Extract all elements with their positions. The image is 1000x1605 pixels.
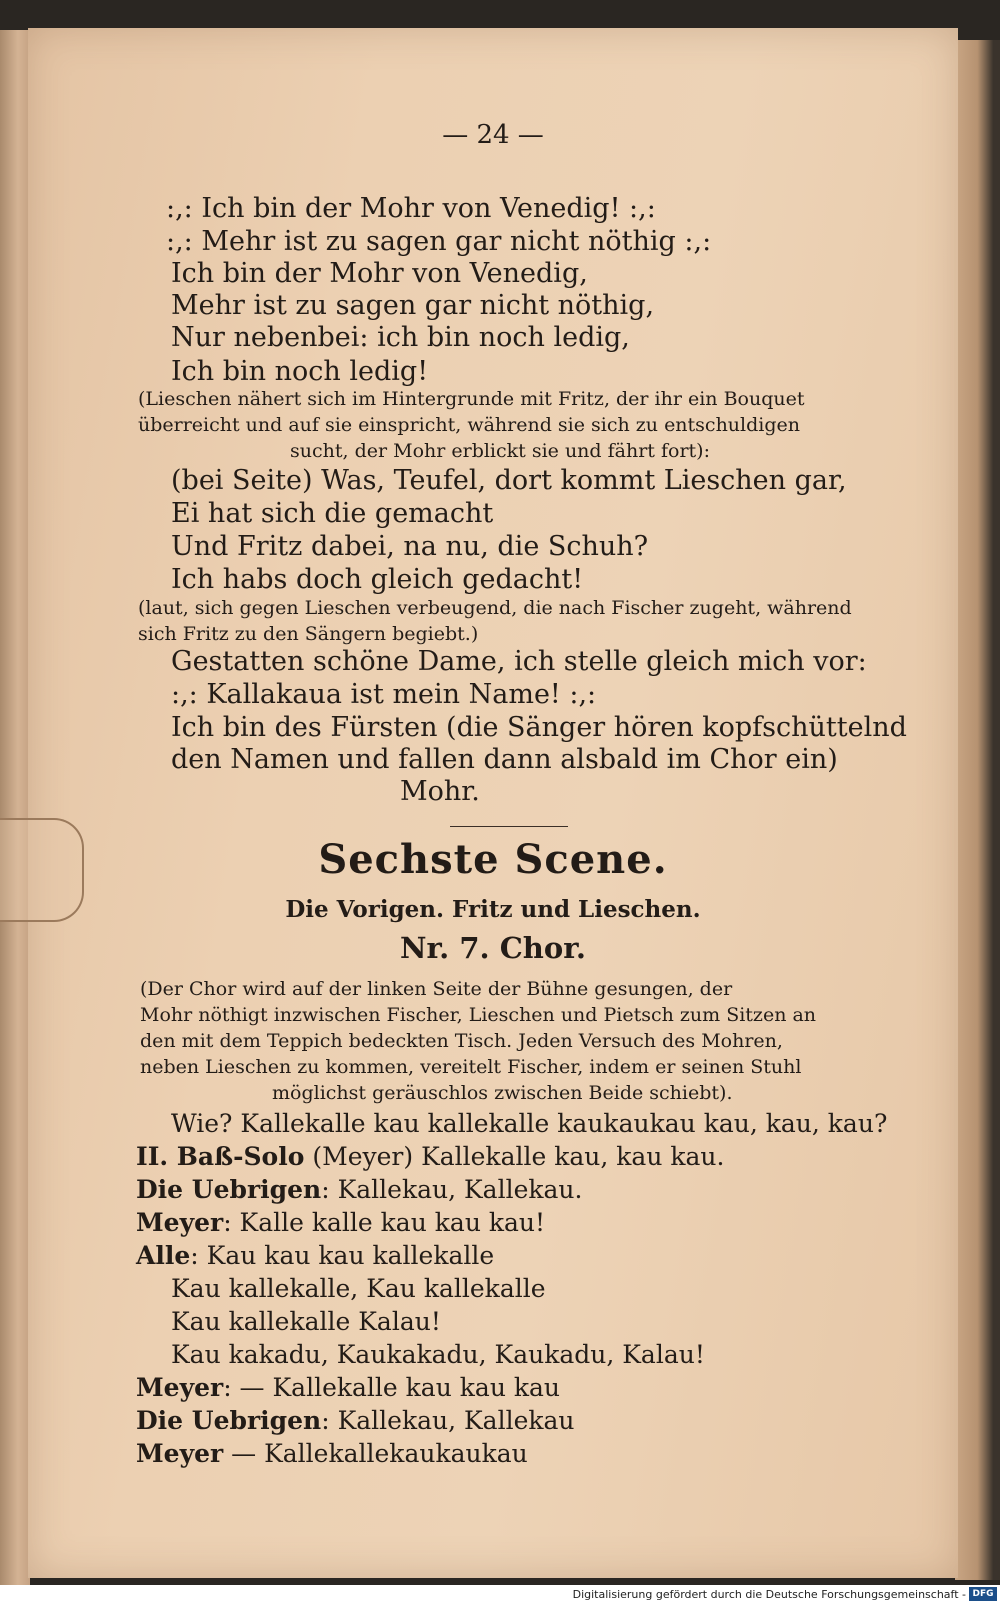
verse-line: den Namen und fallen dann alsbald im Chor ein) (171, 744, 838, 775)
chorus-text: : Kalle kalle kau kau kau! (223, 1208, 546, 1237)
verse-line: :,: Mehr ist zu sagen gar nicht nöthig :,: (166, 226, 712, 257)
chorus-line (136, 1405, 575, 1437)
verse-line: Ich bin des Fürsten (die Sänger hören kopfschüttelnd (171, 712, 907, 743)
speaker-label: Meyer (136, 1208, 224, 1237)
chorus-text: Kau kallekalle Kalau! (171, 1307, 441, 1336)
number-title: Nr. 7. Chor. (400, 931, 586, 965)
chorus-line (171, 1108, 887, 1140)
verse-line: Nur nebenbei: ich bin noch ledig, (171, 322, 630, 353)
stage-direction-line: neben Lieschen zu kommen, vereitelt Fischer, indem er seinen Stuhl (140, 1056, 802, 1078)
verse-line: Und Fritz dabei, na nu, die Schuh? (171, 531, 649, 562)
scene-title: Sechste Scene. (318, 836, 668, 883)
chorus-text: : Kallekau, Kallekau. (321, 1175, 583, 1204)
chorus-line (136, 1372, 560, 1404)
stage-direction-line: (Lieschen nähert sich im Hintergrunde mit Fritz, der ihr ein Bouquet (138, 388, 805, 410)
book-right-edge (955, 40, 1000, 1580)
verse-line: Mohr. (400, 776, 480, 807)
stage-direction-line: möglichst geräuschlos zwischen Beide schiebt). (272, 1082, 733, 1104)
chorus-text: Wie? Kallekalle kau kallekalle kaukaukau kau, kau, kau? (171, 1109, 888, 1138)
page-content (28, 28, 958, 1578)
chorus-text: — Kallekallekaukaukau (223, 1439, 528, 1468)
chorus-text: : — Kallekalle kau kau kau (223, 1373, 561, 1402)
stage-direction-line: sucht, der Mohr erblickt sie und fährt fort): (290, 440, 710, 462)
verse-line: Ich bin noch ledig! (171, 356, 429, 387)
chorus-text: Kau kakadu, Kaukakadu, Kaukadu, Kalau! (171, 1340, 705, 1369)
verse-line: :,: Kallakaua ist mein Name! :,: (171, 679, 597, 710)
verse-line: Gestatten schöne Dame, ich stelle gleich mich vor: (171, 646, 867, 677)
section-divider (450, 826, 568, 827)
verse-line: Ich habs doch gleich gedacht! (171, 564, 584, 595)
dfg-logo: DFG (969, 1587, 997, 1601)
page-number: — 24 — (442, 120, 544, 150)
speaker-label: Meyer (136, 1373, 224, 1402)
chorus-text: : Kau kau kau kallekalle (190, 1241, 495, 1270)
stage-direction-line: überreicht und auf sie einspricht, während sie sich zu entschuldigen (138, 414, 801, 436)
chorus-line (136, 1207, 545, 1239)
speaker-label: Meyer (136, 1439, 224, 1468)
chorus-line (171, 1306, 441, 1338)
verse-line: (bei Seite) Was, Teufel, dort kommt Lieschen gar, (171, 465, 847, 496)
stage-direction-line: Mohr nöthigt inzwischen Fischer, Lieschen und Pietsch zum Sitzen an (140, 1004, 817, 1026)
chorus-line (171, 1273, 546, 1305)
footer-bar (0, 1585, 1000, 1605)
chorus-text: : Kallekau, Kallekau (321, 1406, 575, 1435)
chorus-text: (Meyer) Kallekalle kau, kau kau. (304, 1142, 725, 1171)
speaker-label: Die Uebrigen (136, 1406, 322, 1435)
stage-direction-line: sich Fritz zu den Sängern begiebt.) (138, 623, 479, 645)
stage-direction-line: den mit dem Teppich bedeckten Tisch. Jeden Versuch des Mohren, (140, 1030, 783, 1052)
speaker-label: Alle (136, 1241, 191, 1270)
scene-subtitle: Die Vorigen. Fritz und Lieschen. (285, 896, 701, 923)
stage-direction-line: (laut, sich gegen Lieschen verbeugend, die nach Fischer zugeht, während (138, 597, 852, 619)
chorus-line (136, 1141, 724, 1173)
funding-credit: Digitalisierung gefördert durch die Deutsche Forschungsgemeinschaft - (572, 1588, 966, 1601)
stage-direction-line: (Der Chor wird auf der linken Seite der Bühne gesungen, der (140, 978, 733, 1000)
chorus-line (136, 1174, 582, 1206)
verse-line: Ei hat sich die gemacht (171, 498, 494, 529)
verse-line: Ich bin der Mohr von Venedig, (171, 258, 588, 289)
chorus-text: Kau kallekalle, Kau kallekalle (171, 1274, 546, 1303)
speaker-label: Die Uebrigen (136, 1175, 322, 1204)
book-left-edge (0, 30, 30, 1600)
speaker-label: II. Baß-Solo (136, 1142, 305, 1171)
verse-line: :,: Ich bin der Mohr von Venedig! :,: (166, 193, 656, 224)
chorus-line (136, 1438, 528, 1470)
chorus-line (136, 1240, 494, 1272)
verse-line: Mehr ist zu sagen gar nicht nöthig, (171, 290, 655, 321)
chorus-line (171, 1339, 705, 1371)
